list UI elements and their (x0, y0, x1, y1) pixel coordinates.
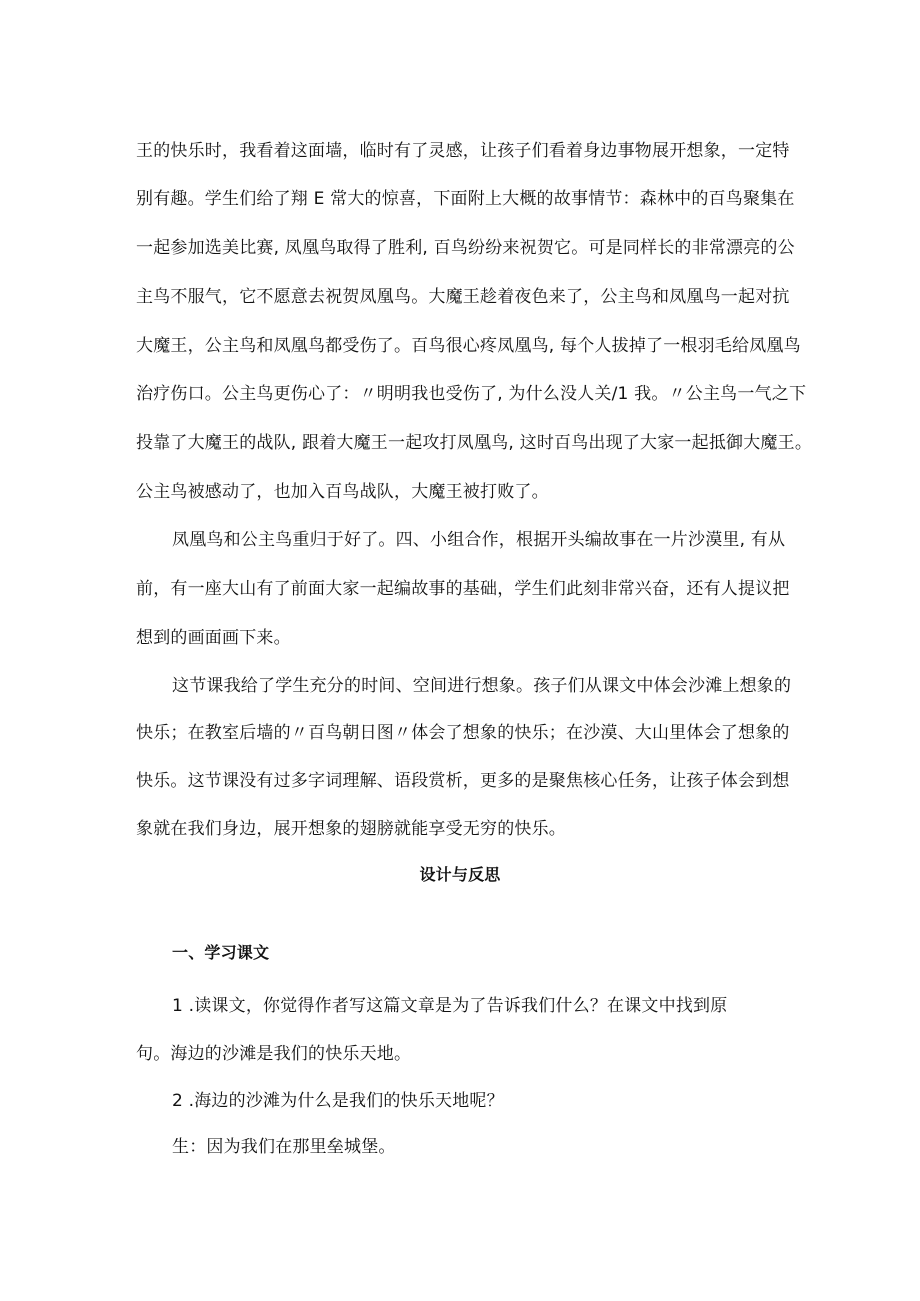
paragraph-1-line-4: 主鸟不服气，它不愿意去祝贺凤凰鸟。大魔王趁着夜色来了，公主鸟和凤凰鸟一起对抗 (136, 287, 790, 307)
answer-line: 生：因为我们在那里垒城堡。 (172, 1137, 396, 1157)
paragraph-3-line-4: 象就在我们身边，展开想象的翅膀就能享受无穷的快乐。 (136, 819, 566, 839)
question-1-line-2: 句。海边的沙滩是我们的快乐天地。 (136, 1044, 412, 1064)
paragraph-1-line-8: 公主鸟被感动了，也加入百鸟战队，大魔王被打败了。 (136, 482, 549, 502)
paragraph-1-line-3: 一起参加选美比赛, 凤凰鸟取得了胜利, 百鸟纷纷来祝贺它。可是同样长的非常漂亮的公 (136, 238, 795, 258)
paragraph-3-line-2: 快乐；在教室后墙的〃百鸟朝日图〃体会了想象的快乐；在沙漠、大山里体会了想象的 (136, 723, 790, 743)
paragraph-3-line-1: 这节课我给了学生充分的时间、空间进行想象。孩子们从课文中体会沙滩上想象的 (172, 676, 792, 696)
subsection-title: 一、学习课文 (172, 943, 270, 962)
question-2: 2 .海边的沙滩为什么是我们的快乐天地呢？ (172, 1091, 504, 1111)
paragraph-1-line-7: 投靠了大魔王的战队, 跟着大魔王一起攻打凤凰鸟, 这时百鸟出现了大家一起抵御大魔王。 (136, 433, 813, 453)
paragraph-1-line-5: 大魔王，公主鸟和凤凰鸟都受伤了。百鸟很心疼凤凰鸟, 每个人拔掉了一根羽毛给凤凰鸟 (136, 336, 801, 356)
question-1-line-1: 1 .读课文，你觉得作者写这篇文章是为了告诉我们什么？在课文中找到原 (172, 996, 728, 1016)
paragraph-1-line-6: 治疗伤口。公主鸟更伤心了：〃明明我也受伤了, 为什么没人关/1 我。〃公主鸟一气之下 (136, 384, 807, 404)
paragraph-1-line-2: 别有趣。学生们给了翔 E 常大的惊喜，下面附上大概的故事情节：森林中的百鸟聚集在 (136, 189, 795, 209)
paragraph-2-line-2: 前，有一座大山有了前面大家一起编故事的基础，学生们此刻非常兴奋，还有人提议把 (136, 579, 790, 599)
paragraph-2-line-1: 凤凰鸟和公主鸟重归于好了。四、小组合作，根据开头编故事在一片沙漠里, 有从 (172, 530, 786, 550)
section-title: 设计与反思 (419, 865, 501, 884)
paragraph-2-line-3: 想到的画面画下来。 (136, 628, 291, 648)
paragraph-3-line-3: 快乐。这节课没有过多字词理解、语段赏析，更多的是聚焦核心任务，让孩子体会到想 (136, 771, 790, 791)
paragraph-1-line-1: 王的快乐时，我看着这面墙，临时有了灵感，让孩子们看着身边事物展开想象，一定特 (136, 141, 790, 161)
